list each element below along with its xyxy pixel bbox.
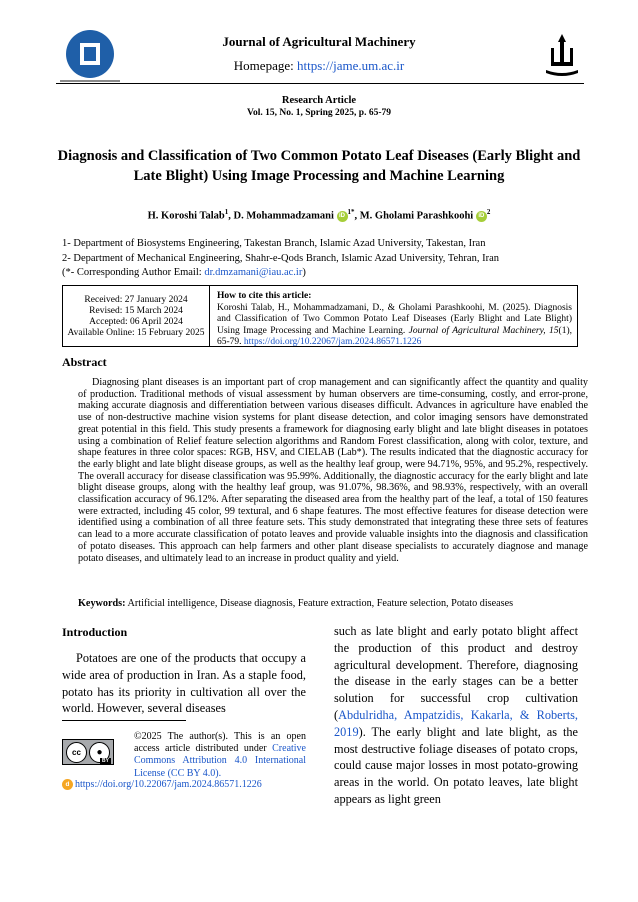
cc-icon: cc: [66, 742, 87, 763]
author-2: D. Mohammadzamani: [233, 210, 334, 222]
affiliation-1: 1- Department of Biosystems Engineering, Takestan Branch, Islamic Azad University, Takestan, Iran: [62, 238, 486, 249]
citation-block: How to cite this article: Koroshi Talab, H., Mohammadzamani, D., & Gholami Parashkoohi, M. (2025). Diagnosis and Classification of Two Common Potato Leaf Diseases (Early Blight and Late Blight) Using Image Processing and Machine Learning. Journal of Agricultural Machinery, 15(1), 65-79. https://doi.org/10.22067/jam.2024.86571.1226: [217, 291, 572, 347]
keywords-label: Keywords:: [78, 598, 126, 609]
author-list: H. Koroshi Talab$^1$, D. Mohammadzamani iD $^{1*}$, M. Gholami Parashkoohi iD $^2$: [147, 208, 491, 222]
article-dates: [63, 295, 209, 339]
citation-heading: How to cite this article:: [217, 291, 312, 301]
homepage-label: Homepage:: [233, 58, 294, 73]
right-column: [334, 623, 578, 808]
date-received: Received: 27 January 2024: [84, 295, 188, 305]
citation-doi-link[interactable]: https://doi.org/10.22067/jam.2024.86571.1226: [243, 337, 422, 347]
date-online: Available Online: 15 February 2025: [67, 328, 205, 338]
date-revised: Revised: 15 March 2024: [89, 306, 183, 316]
journal-logo-caption: [60, 80, 120, 82]
corresponding-author: (*- Corresponding Author Email: dr.dmzamani@iau.ac.ir): [62, 267, 306, 278]
journal-title: Journal of Agricultural Machinery: [222, 34, 416, 49]
article-type: Research Article: [281, 95, 357, 106]
license-text: ©2025 The author(s). This is an open access article distributed under Creative Commons Attribution 4.0 International License (CC BY 4.0).: [134, 731, 306, 779]
affiliation-2: 2- Department of Mechanical Engineering, Shahr-e-Qods Branch, Islamic Azad University, Tehran, Iran: [62, 252, 499, 264]
cc-by-license-icon[interactable]: [62, 739, 114, 765]
left-column: [62, 625, 306, 717]
keywords: [78, 598, 598, 609]
footer-doi-link[interactable]: https://doi.org/10.22067/jam.2024.86571.1226: [75, 779, 262, 790]
intro-paragraph-left: Potatoes are one of the products that occupy a wide area of production in Iran. As a staple food, potato has its priority in cultivation all over the world. However, several diseases: [62, 651, 306, 716]
reference-link[interactable]: Abdulridha, Ampatzidis, Kakarla, & Roberts, 2019: [334, 707, 578, 739]
corresponding-email-link[interactable]: dr.dmzamani@iau.ac.ir: [204, 267, 303, 278]
header-divider: [56, 83, 584, 84]
journal-homepage: [0, 58, 638, 74]
citation-journal: Journal of Agricultural Machinery, 15: [408, 325, 559, 336]
volume-info: Vol. 15, No. 1, Spring 2025, p. 65-79: [246, 108, 392, 118]
orcid-icon[interactable]: iD: [337, 211, 348, 222]
footnote-divider: [62, 720, 186, 721]
by-label: BY: [102, 758, 109, 764]
license-link[interactable]: Creative Commons Attribution 4.0 International License (CC BY 4.0).: [134, 743, 306, 779]
footer-doi: [62, 779, 262, 790]
person-icon: ●: [89, 742, 110, 763]
introduction-heading: Introduction: [62, 625, 128, 639]
author-1: H. Koroshi Talab: [147, 210, 225, 222]
article-info-box: [62, 285, 578, 347]
paper-title: Diagnosis and Classification of Two Common Potato Leaf Diseases (Early Blight and Late Blight) Using Image Processing and Machine Learning: [57, 148, 581, 184]
abstract-text: Diagnosing plant diseases is an important part of crop management and can significantly affect the quantity and quality of production. Traditional methods of visual assessment by human observers are time-consuming, costly, and error-prone, making accurate diagnosis and differentiation between various diseases difficult. Advances in agriculture have enabled the use of non-destructive machine vision systems for plant disease detection, and color imaging sensors have demonstrated great potential in this field. This study presents a framework for diagnosing early blight and late blight diseases in potatoes using a combination of Relief feature selection algorithms and Random Forest classification, along with color, texture, and shape features in three color spaces: RGB, HSV, and CIELAB (Lab*). The results indicated that the diagnostic accuracy for the early blight and late blight disease groups, as well as the healthy leaf group, were 94.71%, 95%, and 95.2%, respectively. The overall accuracy for disease classification was 95.99%. Additionally, the diagnostic accuracy for the early blight and late blight disease groups, along with the healthy leaf group, was 91.07%, 98.36%, and 98.93%, respectively, with an overall classification accuracy of 96.12%. After separating the diseased area from the healthy part of the leaf, a total of 150 features were extracted, including 45 color, 99 textural, and 6 shape features. The most effective features for disease detection were identified using a combination of all three feature sets. This study demonstrated that integrating these three sets of features can lead to a more accurate classification of potato leaves and provide valuable insights into the diagnosis and classification of potato diseases. This approach can help farmers and other plant disease specialists to accurately diagnose and manage potato diseases, and ultimately lead to an increase in product quality and yield.: [78, 377, 588, 564]
keywords-list: Artificial intelligence, Disease diagnosis, Feature extraction, Feature selection, Potato diseases: [125, 598, 514, 609]
author-3: M. Gholami Parashkoohi: [359, 210, 474, 222]
affiliations: [62, 237, 582, 281]
date-accepted: Accepted: 06 April 2024: [89, 317, 183, 327]
intro-paragraph-right: such as late blight and early potato blight affect the production of this product and destroy agricultural development. Therefore, diagnosing the disease in the early stages can be a better solution for successful crop cultivation (Abdulridha, Ampatzidis, Kakarla, & Roberts, 2019). The early blight and late blight, as the most destructive foliage diseases of potato crops, could cause major losses in most potato-growing areas in the world. On potato leaves, late blight appears as light green: [334, 624, 578, 806]
box-divider: [209, 286, 210, 346]
doi-icon: d: [62, 779, 73, 790]
abstract-heading: Abstract: [62, 355, 107, 369]
orcid-icon[interactable]: iD: [476, 211, 487, 222]
homepage-link[interactable]: https://jame.um.ac.ir: [296, 58, 405, 73]
